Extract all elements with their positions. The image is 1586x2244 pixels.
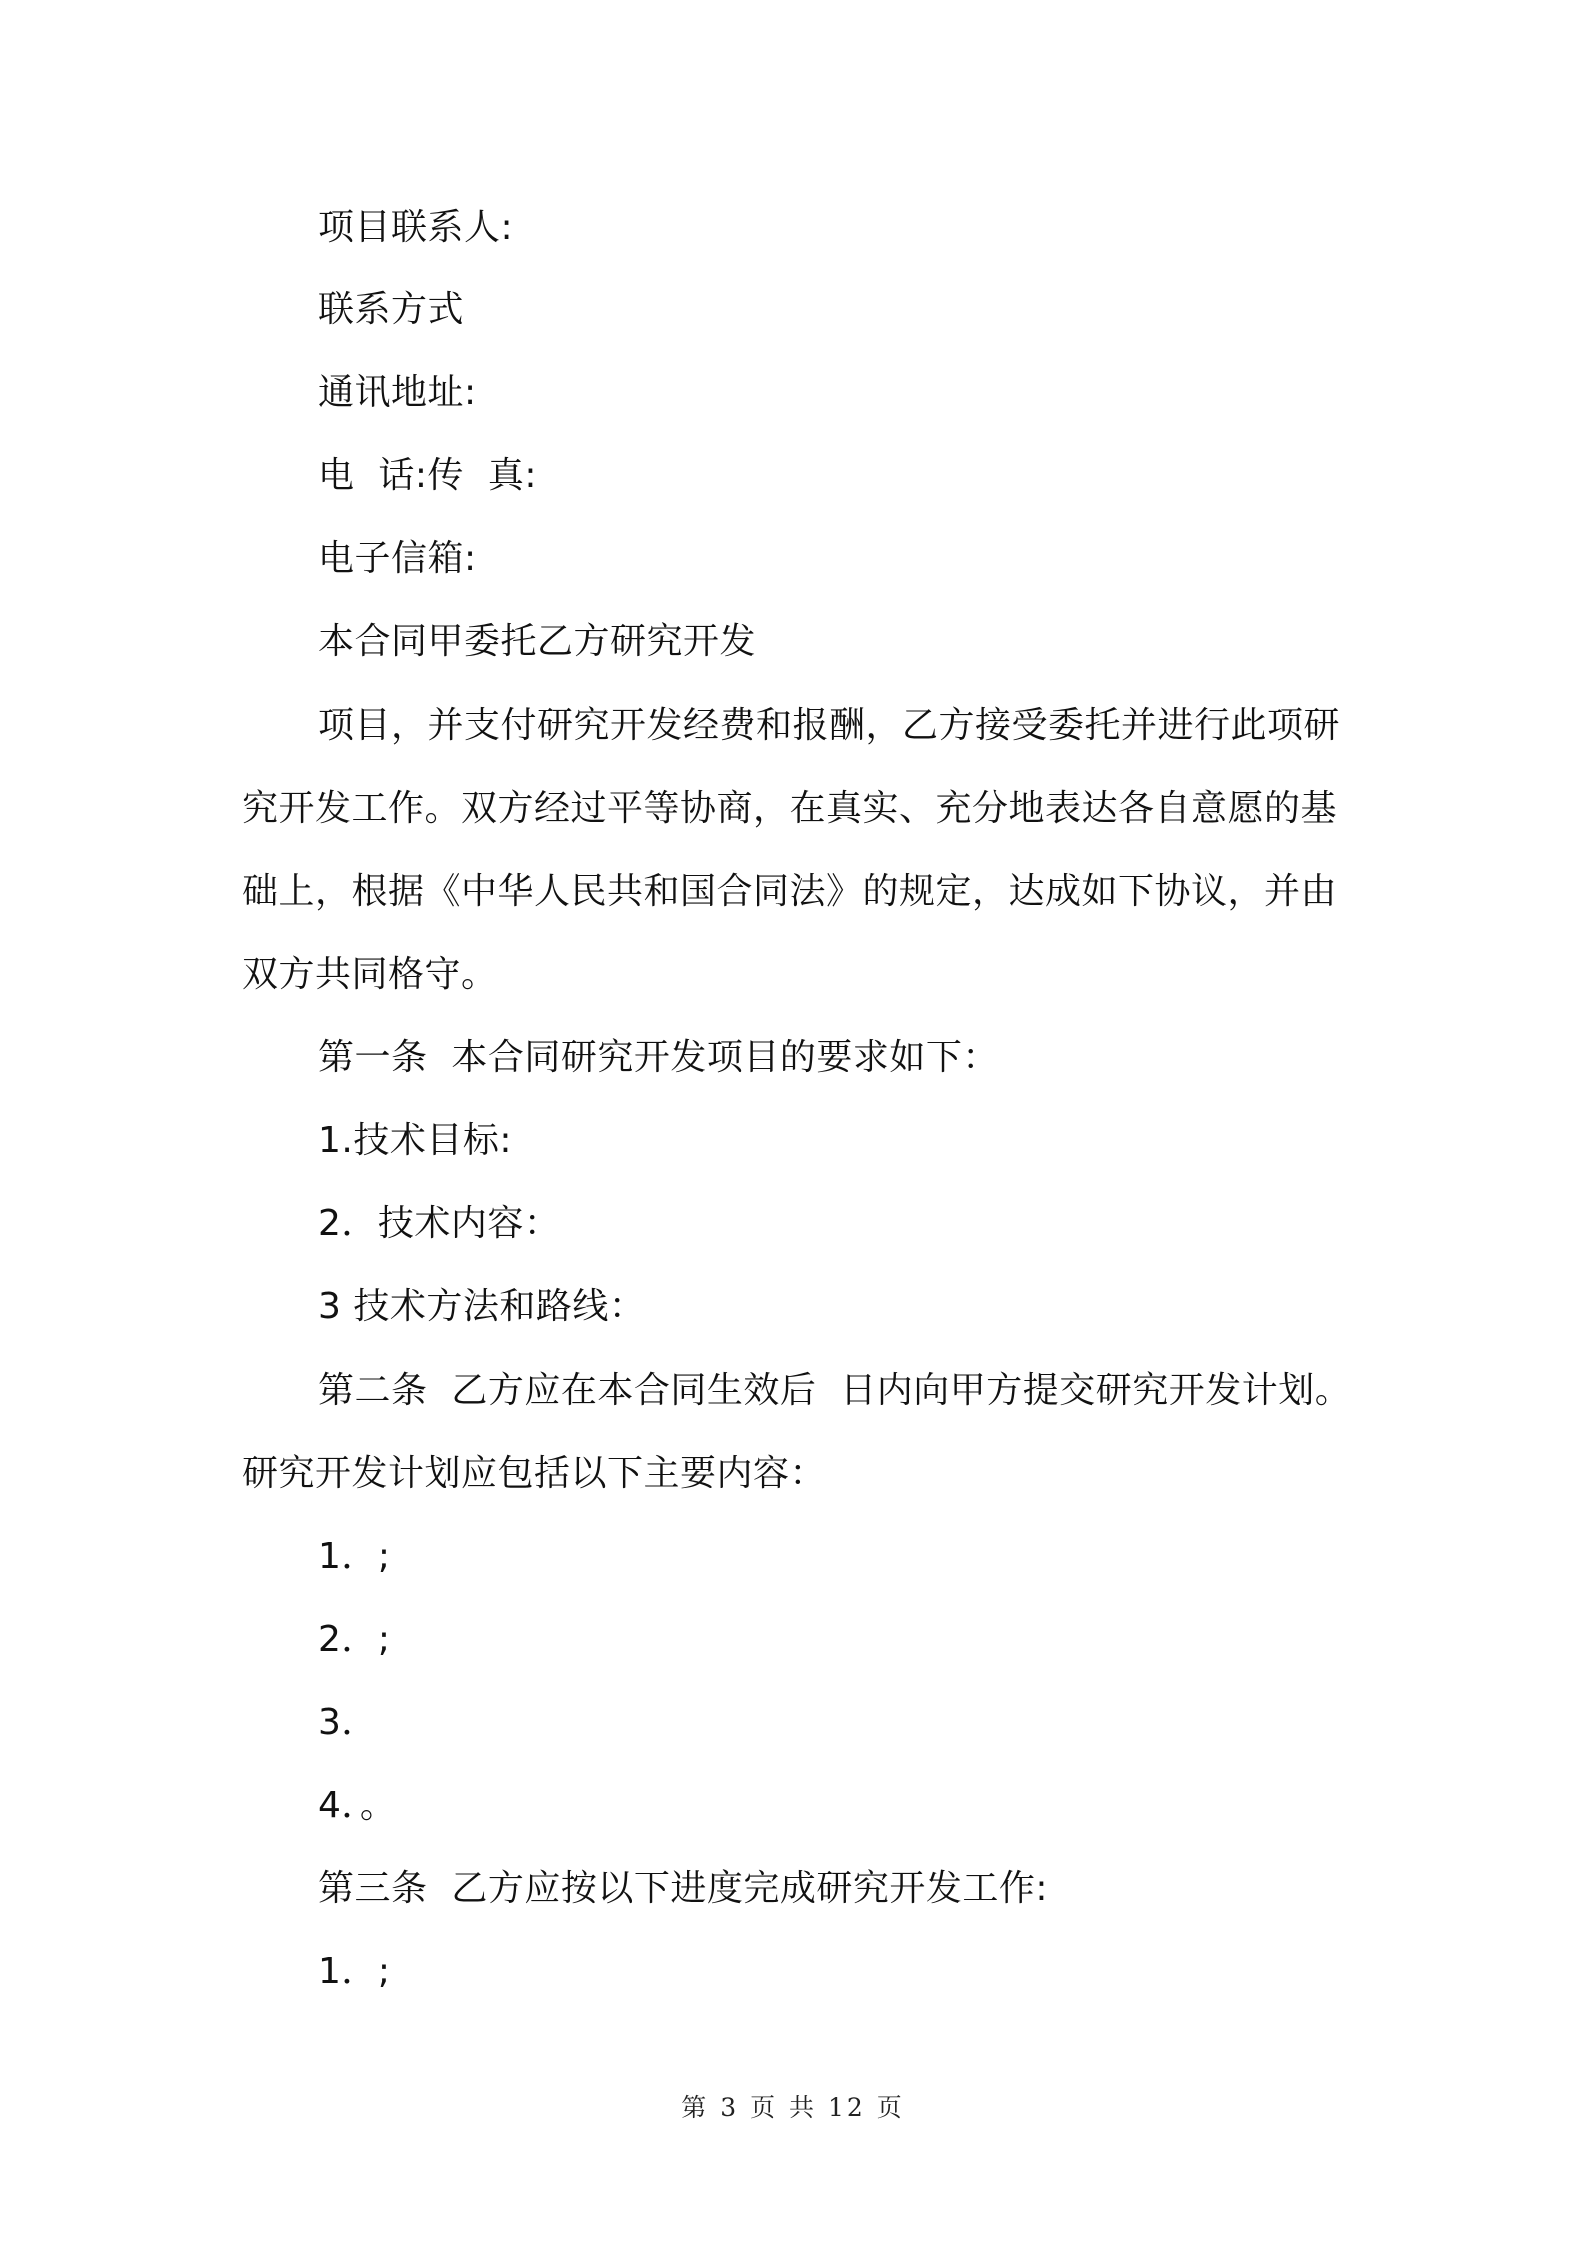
list-item: 1．;: [318, 1951, 391, 1992]
list-item: 1.技术目标:: [318, 1120, 512, 1161]
paragraph-line: 项目，并支付研究开发经费和报酬，乙方接受委托并进行此项研: [318, 705, 1341, 746]
page-number-footer: 第 3 页 共 12 页: [681, 2093, 905, 2122]
paragraph-line: 础上，根据《中华人民共和国合同法》的规定，达成如下协议，并由: [242, 871, 1338, 912]
list-item: 3 技术方法和路线：: [318, 1286, 646, 1327]
article-two-heading: 第二条 乙方应在本合同生效后 日内向甲方提交研究开发计划。: [318, 1370, 1352, 1411]
list-item: 2．;: [318, 1619, 391, 1660]
list-item: 3．: [318, 1702, 378, 1743]
email-label: 电子信箱:: [318, 538, 477, 579]
article-one-heading: 第一条 本合同研究开发项目的要求如下：: [318, 1037, 999, 1078]
phone-fax-label: 电 话:传 真:: [318, 455, 538, 496]
paragraph-line: 研究开发计划应包括以下主要内容：: [242, 1453, 827, 1494]
contact-method-label: 联系方式: [318, 289, 465, 330]
paragraph-line: 双方共同格守。: [242, 954, 498, 995]
mailing-address-label: 通讯地址:: [318, 372, 477, 413]
article-three-heading: 第三条 乙方应按以下进度完成研究开发工作:: [318, 1868, 1049, 1909]
list-item: 2．技术内容：: [318, 1203, 561, 1244]
intro-line: 本合同甲委托乙方研究开发: [318, 621, 757, 662]
list-item: 1．;: [318, 1536, 391, 1577]
paragraph-line: 究开发工作。双方经过平等协商，在真实、充分地表达各自意愿的基: [242, 788, 1338, 829]
contact-person-label: 项目联系人:: [318, 207, 514, 248]
list-item: 4．。: [318, 1785, 397, 1826]
